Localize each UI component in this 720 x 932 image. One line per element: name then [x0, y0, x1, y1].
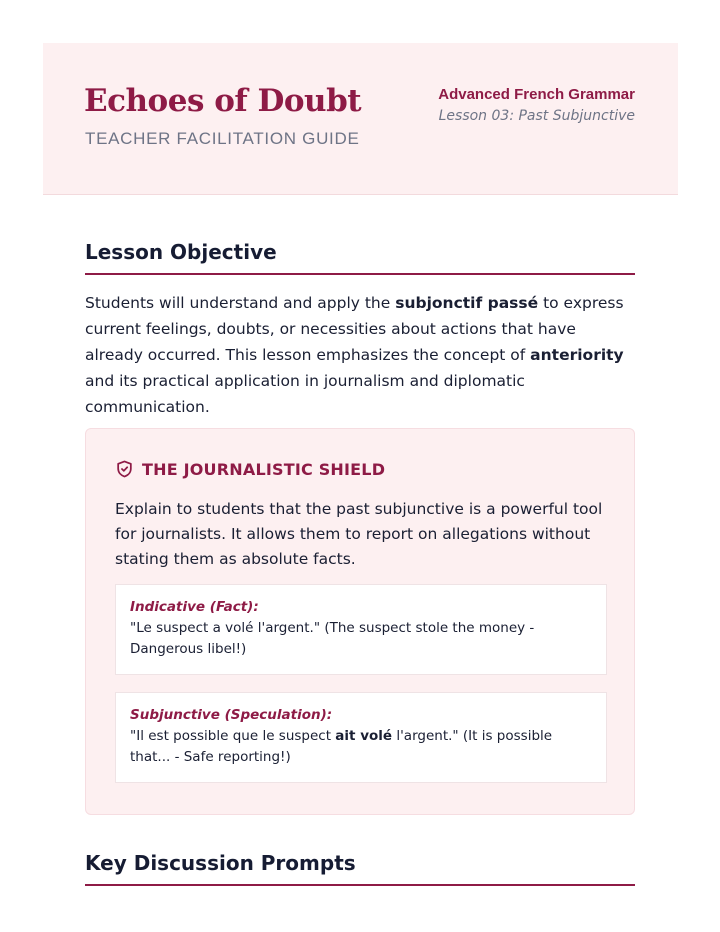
example-card-indicative: [115, 584, 607, 675]
example-label: Indicative (Fact):: [130, 599, 259, 615]
callout-body: Explain to students that the past subjunctive is a powerful tool for journalists. It allows them to report on allegations without stating them as absolute facts.: [115, 500, 603, 568]
example-label: Subjunctive (Speculation):: [130, 707, 333, 723]
objective-text-3: and its practical application in journalism and diplomatic communication.: [85, 372, 525, 416]
objective-bold-term-2: anteriority: [530, 346, 624, 364]
callout-header: [115, 459, 385, 479]
callout-title: THE JOURNALISTIC SHIELD: [142, 459, 386, 479]
journalistic-shield-callout: [85, 428, 635, 815]
course-name: Advanced French Grammar: [438, 86, 635, 103]
objective-bold-term-1: subjonctif passé: [395, 294, 539, 312]
prompts-heading: Key Discussion Prompts: [85, 851, 635, 886]
example-text: "Le suspect a volé l'argent." (The suspect stole the money - Dangerous libel!): [130, 620, 535, 657]
objective-text-1: Students will understand and apply the: [85, 294, 396, 312]
example-text: [130, 726, 592, 768]
example-text-part: l'argent." (It is possible that... - Safe reporting!): [130, 728, 553, 765]
shield-check-icon: [115, 459, 134, 479]
document-title: Echoes of Doubt: [84, 83, 362, 119]
objective-text-2: to express current feelings, doubts, or necessities about actions that have already occurred. This lesson emphasizes the concept of: [85, 294, 624, 364]
example-card-subjunctive: [115, 692, 607, 783]
document-subtitle: TEACHER FACILITATION GUIDE: [85, 129, 360, 148]
lesson-label: Lesson 03: Past Subjunctive: [438, 108, 635, 124]
objective-heading: Lesson Objective: [85, 240, 635, 275]
example-bold-verb: ait volé: [335, 728, 393, 744]
example-text-part: "Il est possible que le suspect: [130, 728, 336, 744]
document-header: [43, 43, 678, 195]
objective-paragraph: [85, 290, 635, 420]
